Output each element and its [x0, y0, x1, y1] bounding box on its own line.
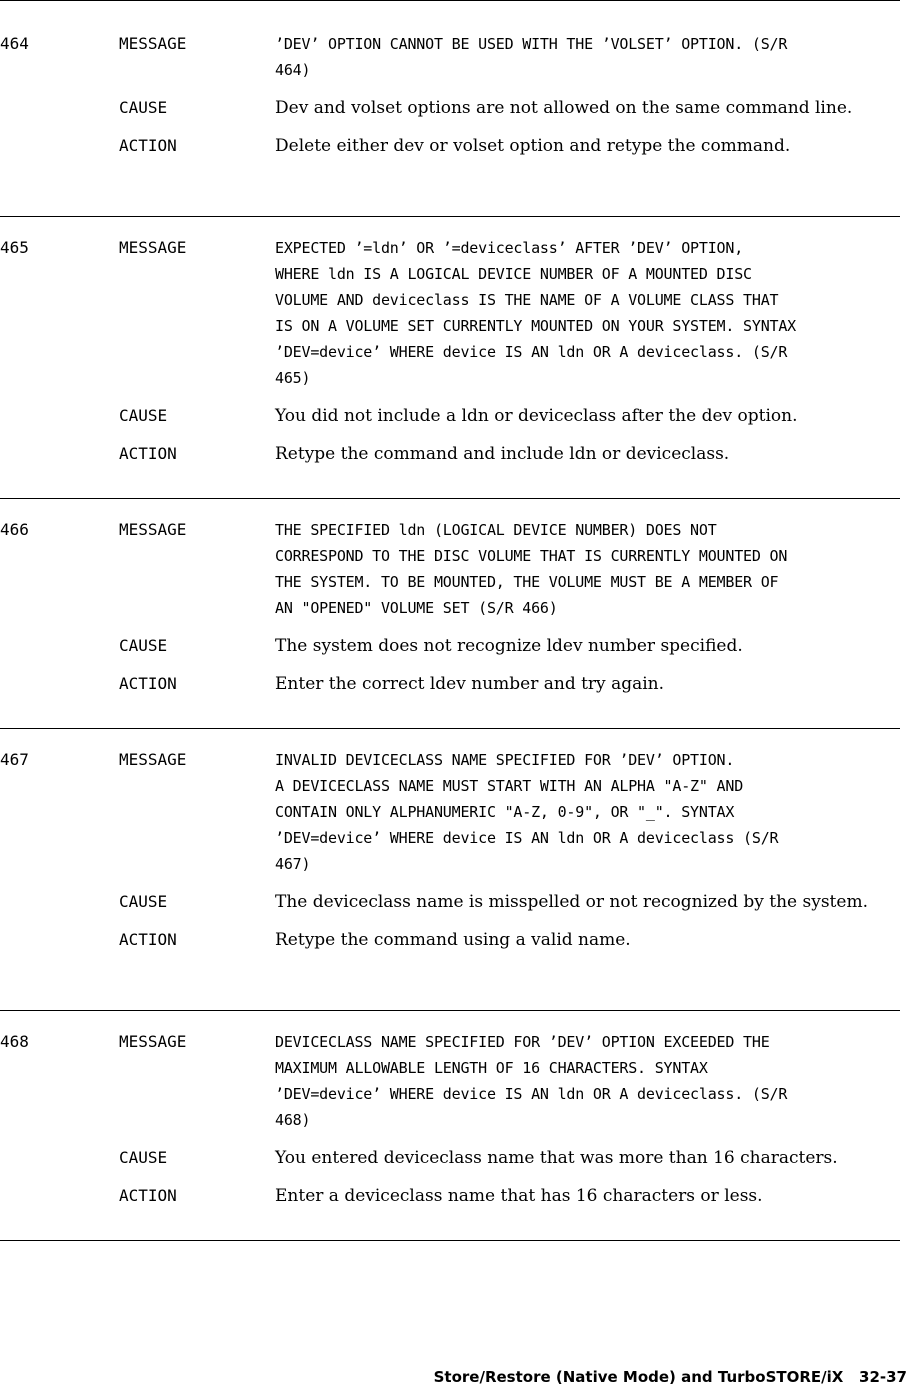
message-row — [0, 747, 907, 877]
message-number: 466 — [0, 520, 29, 539]
message-text — [275, 747, 907, 877]
action-row — [0, 441, 907, 467]
message-line: THE SPECIFIED ldn (LOGICAL DEVICE NUMBER) DOES NOT — [275, 521, 717, 539]
message-entry — [0, 747, 907, 965]
cause-text: Dev and volset options are not allowed on the same command line. — [275, 98, 853, 118]
action-text: Retype the command using a valid name. — [275, 930, 631, 950]
message-number: 467 — [0, 750, 29, 769]
separator-rule — [0, 0, 900, 1]
cause-row — [0, 633, 907, 659]
cause-row — [0, 95, 907, 121]
cause-label: CAUSE — [119, 1148, 168, 1167]
separator-rule — [0, 498, 900, 499]
message-entry — [0, 1029, 907, 1221]
message-row — [0, 517, 907, 621]
message-line: INVALID DEVICECLASS NAME SPECIFIED FOR ’DEV’ OPTION. — [275, 751, 735, 769]
message-label: MESSAGE — [119, 238, 187, 257]
action-label: ACTION — [119, 674, 177, 693]
message-text — [275, 235, 907, 391]
message-line: IS ON A VOLUME SET CURRENTLY MOUNTED ON YOUR SYSTEM. SYNTAX — [275, 317, 797, 335]
separator-rule — [0, 216, 900, 217]
action-text: Enter a deviceclass name that has 16 characters or less. — [275, 1186, 763, 1206]
message-line: 465) — [275, 369, 311, 387]
message-line: MAXIMUM ALLOWABLE LENGTH OF 16 CHARACTERS. SYNTAX — [275, 1059, 708, 1077]
message-line: 467) — [275, 855, 311, 873]
cause-text: The deviceclass name is misspelled or not recognized by the system. — [275, 892, 868, 912]
cause-row — [0, 403, 907, 429]
message-row — [0, 31, 907, 83]
action-row — [0, 1183, 907, 1209]
action-label: ACTION — [119, 930, 177, 949]
message-line: ’DEV=device’ WHERE device IS AN ldn OR A deviceclass (S/R — [275, 829, 779, 847]
cause-label: CAUSE — [119, 636, 168, 655]
action-label: ACTION — [119, 1186, 177, 1205]
message-entry — [0, 517, 907, 709]
message-line: AN "OPENED" VOLUME SET (S/R 466) — [275, 599, 558, 617]
message-line: ’DEV=device’ WHERE device IS AN ldn OR A deviceclass. (S/R — [275, 1085, 788, 1103]
action-row — [0, 927, 907, 953]
cause-text: The system does not recognize ldev number specified. — [275, 636, 743, 656]
action-label: ACTION — [119, 136, 177, 155]
message-number: 464 — [0, 34, 29, 53]
message-line: CORRESPOND TO THE DISC VOLUME THAT IS CURRENTLY MOUNTED ON — [275, 547, 788, 565]
message-label: MESSAGE — [119, 1032, 187, 1051]
message-entry — [0, 235, 907, 479]
cause-text: You did not include a ldn or deviceclass after the dev option. — [275, 406, 798, 426]
message-text — [275, 517, 907, 621]
cause-label: CAUSE — [119, 98, 168, 117]
action-text: Retype the command and include ldn or deviceclass. — [275, 444, 730, 464]
message-line: THE SYSTEM. TO BE MOUNTED, THE VOLUME MUST BE A MEMBER OF — [275, 573, 779, 591]
page-footer — [434, 1368, 907, 1386]
message-label: MESSAGE — [119, 520, 187, 539]
cause-label: CAUSE — [119, 406, 168, 425]
action-row — [0, 671, 907, 697]
action-row — [0, 133, 907, 159]
action-text: Delete either dev or volset option and retype the command. — [275, 136, 791, 156]
separator-rule — [0, 728, 900, 729]
message-line: WHERE ldn IS A LOGICAL DEVICE NUMBER OF A MOUNTED DISC — [275, 265, 752, 283]
message-text — [275, 31, 907, 83]
footer-title: Store/Restore (Native Mode) and TurboSTORE/iX — [433, 1368, 844, 1386]
message-label: MESSAGE — [119, 750, 187, 769]
cause-text: You entered deviceclass name that was more than 16 characters. — [275, 1148, 838, 1168]
message-line: ’DEV=device’ WHERE device IS AN ldn OR A deviceclass. (S/R — [275, 343, 788, 361]
message-line: ’DEV’ OPTION CANNOT BE USED WITH THE ’VOLSET’ OPTION. (S/R — [275, 35, 788, 53]
message-line: 464) — [275, 61, 311, 79]
cause-row — [0, 1145, 907, 1171]
message-row — [0, 1029, 907, 1133]
message-entry — [0, 31, 907, 171]
message-row — [0, 235, 907, 391]
message-line: 468) — [275, 1111, 311, 1129]
message-text — [275, 1029, 907, 1133]
message-line: VOLUME AND deviceclass IS THE NAME OF A VOLUME CLASS THAT — [275, 291, 779, 309]
message-line: EXPECTED ’=ldn’ OR ’=deviceclass’ AFTER ’DEV’ OPTION, — [275, 239, 744, 257]
action-text: Enter the correct ldev number and try again. — [275, 674, 665, 694]
message-line: CONTAIN ONLY ALPHANUMERIC "A-Z, 0-9", OR "_". SYNTAX — [275, 803, 735, 821]
cause-row — [0, 889, 907, 915]
cause-label: CAUSE — [119, 892, 168, 911]
separator-rule — [0, 1010, 900, 1011]
message-line: A DEVICECLASS NAME MUST START WITH AN ALPHA "A-Z" AND — [275, 777, 744, 795]
message-label: MESSAGE — [119, 34, 187, 53]
page-number: 32-37 — [859, 1368, 907, 1386]
message-number: 465 — [0, 238, 29, 257]
message-number: 468 — [0, 1032, 29, 1051]
action-label: ACTION — [119, 444, 177, 463]
message-line: DEVICECLASS NAME SPECIFIED FOR ’DEV’ OPTION EXCEEDED THE — [275, 1033, 770, 1051]
separator-rule — [0, 1240, 900, 1241]
